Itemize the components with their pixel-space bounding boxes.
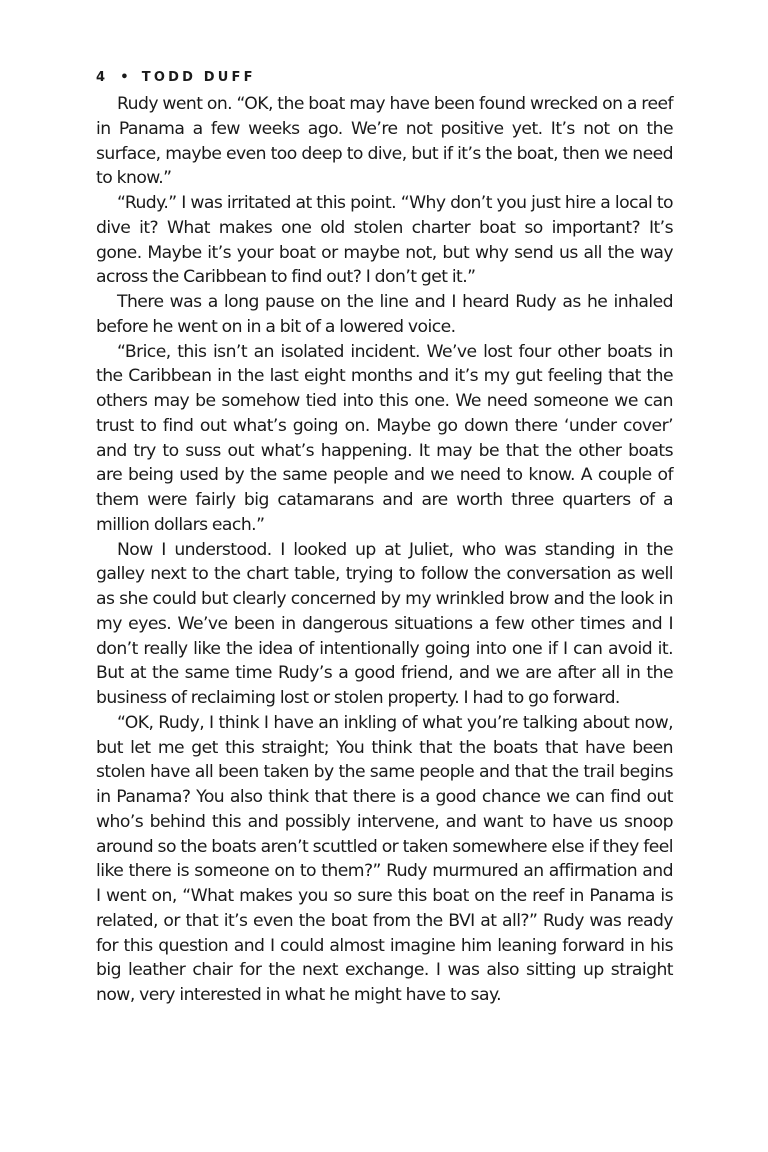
separator-bullet: • bbox=[120, 70, 132, 85]
body-text bbox=[96, 92, 673, 1008]
running-head bbox=[96, 70, 256, 85]
paragraph: There was a long pause on the line and I heard Rudy as he inhaled before he went on in a bit of a lowered voice. bbox=[96, 292, 673, 337]
paragraph: “OK, Rudy, I think I have an inkling of what you’re talking about now, but let me get this straight; You think that the boats that have been stolen have all been taken by the same people and that the trail begins in Panama? You also think that there is a good chance we can find out who’s behind this and possibly intervene, and want to have us snoop around so the boats aren’t scuttled or taken somewhere else if they feel like there is someone on to them?” Rudy murmured an affirmation and I went on, “What makes you so sure this boat on the reef in Panama is related, or that it’s even the boat from the BVI at all?” Rudy was ready for this question and I could almost imagine him leaning forward in his big leather chair for the next exchange. I was also sitting up straight now, very interested in what he might have to say. bbox=[96, 712, 673, 1005]
author-name: TODD DUFF bbox=[141, 70, 256, 85]
paragraph: “Rudy.” I was irritated at this point. “Why don’t you just hire a local to dive it? What makes one old stolen charter boat so important? It’s gone. Maybe it’s your boat or maybe not, but why send us all the way across the Caribbean to find out? I don’t get it.” bbox=[96, 193, 673, 288]
paragraph: Rudy went on. “OK, the boat may have been found wrecked on a reef in Panama a few weeks ago. We’re not positive yet. It’s not on the surface, maybe even too deep to dive, but if it’s the boat, then we need to know.” bbox=[96, 94, 673, 189]
paragraph: Now I understood. I looked up at Juliet, who was standing in the galley next to the chart table, trying to follow the conversation as well as she could but clearly concerned by my wrinkled brow and the look in my eyes. We’ve been in dangerous situations a few other times and I don’t really like the idea of intentionally going into one if I can avoid it. But at the same time Rudy’s a good friend, and we are after all in the business of reclaiming lost or stolen property. I had to go forward. bbox=[96, 539, 673, 708]
page-number: 4 bbox=[96, 70, 109, 85]
paragraph: “Brice, this isn’t an isolated incident. We’ve lost four other boats in the Caribbean in the last eight months and it’s my gut feeling that the others may be somehow tied into this one. We need someone we can trust to find out what’s going on. Maybe go down there ‘under cover’ and try to suss out what’s happening. It may be that the other boats are being used by the same people and we need to know. A couple of them were fairly big catamarans and are worth three quarters of a million dollars each.” bbox=[96, 341, 673, 535]
